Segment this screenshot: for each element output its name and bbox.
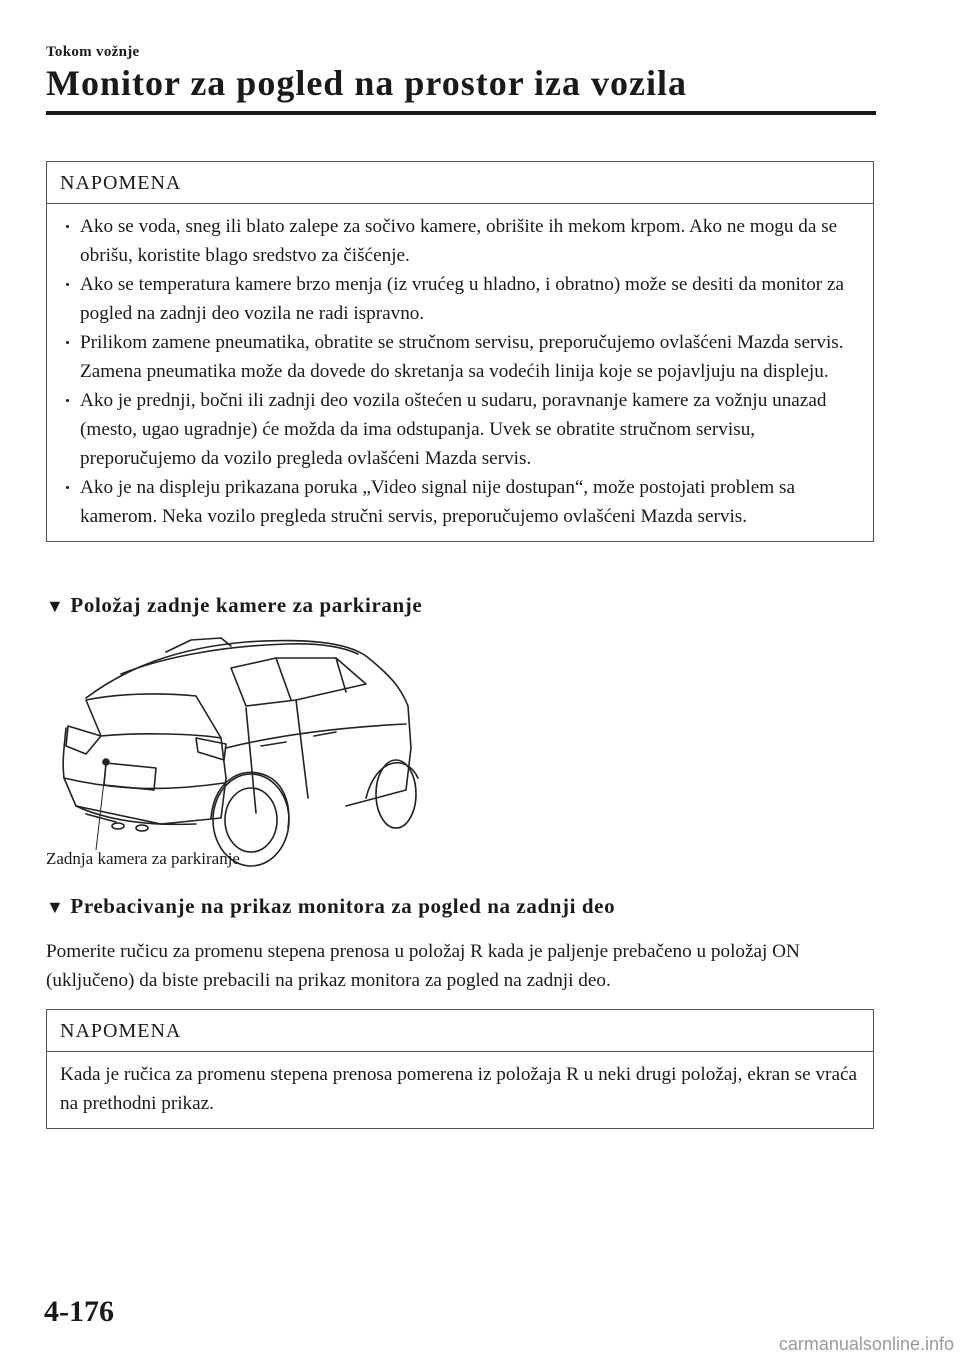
section-heading-text: Prebacivanje na prikaz monitora za pogled na zadnji deo	[70, 894, 616, 918]
note-heading: NAPOMENA	[47, 162, 873, 204]
section-label: Tokom vožnje	[46, 44, 140, 60]
note-item-text: Prilikom zamene pneumatika, obratite se stručnom servisu, preporučujemo ovlašćeni Mazda servis. Zamena pneumatika može da dovede do skretanja sa vodećih linija koje se pojavljuju na displeju.	[80, 332, 844, 382]
note-box-2	[46, 1009, 874, 1129]
triangle-down-icon: ▼	[46, 897, 65, 917]
note-item	[60, 212, 860, 270]
note-item-text: Ako je na displeju prikazana poruka „Video signal nije dostupan“, može postojati problem sa kamerom. Neka vozilo pregleda stručni servis, preporučujemo ovlašćeni Mazda servis.	[80, 477, 795, 527]
instruction-paragraph: Pomerite ručicu za promenu stepena prenosa u položaj R kada je paljenje prebačeno u položaj ON (uključeno) da biste prebacili na prikaz monitora za pogled na zadnji deo.	[46, 941, 800, 991]
note-body: Kada je ručica za promenu stepena prenosa pomerena iz položaja R u neki drugi položaj, ekran se vraća na prethodni prikaz.	[60, 1064, 857, 1114]
page-number: 4-176	[44, 1295, 114, 1328]
note-item-text: Ako je prednji, bočni ili zadnji deo vozila oštećen u sudaru, poravnanje kamere za vožnju unazad (mesto, ugao ugradnje) će možda da ima odstupanja. Uvek se obratite stručnom servisu, preporučujemo da vozilo pregleda ovlašćeni Mazda servis.	[80, 390, 827, 469]
section-heading-text: Položaj zadnje kamere za parkiranje	[70, 593, 423, 617]
car-rear-illustration	[46, 628, 426, 878]
figure-caption: Zadnja kamera za parkiranje	[46, 849, 240, 868]
title-rule	[46, 111, 876, 115]
note-heading: NAPOMENA	[47, 1010, 873, 1052]
section-heading-camera-position	[46, 593, 422, 618]
bullet-icon	[66, 225, 69, 228]
note-item-text: Ako se temperatura kamere brzo menja (iz vrućeg u hladno, i obratno) može se desiti da monitor za pogled na zadnji deo vozila ne radi ispravno.	[80, 274, 845, 324]
bullet-icon	[66, 486, 69, 489]
note-item	[60, 328, 860, 386]
watermark: carmanualsonline.info	[778, 1334, 954, 1354]
note-item-text: Ako se voda, sneg ili blato zalepe za sočivo kamere, obrišite ih mekom krpom. Ako ne mogu da se obrišu, koristite blago sredstvo za čišćenje.	[80, 216, 838, 266]
triangle-down-icon: ▼	[46, 596, 65, 616]
note-item	[60, 473, 860, 531]
bullet-icon	[66, 341, 69, 344]
section-heading-switching	[46, 894, 615, 919]
note-item	[60, 386, 860, 473]
bullet-icon	[66, 399, 69, 402]
note-body	[47, 204, 873, 541]
note-box-1	[46, 161, 874, 542]
bullet-icon	[66, 283, 69, 286]
note-item	[60, 270, 860, 328]
page-title: Monitor za pogled na prostor iza vozila	[46, 63, 687, 103]
